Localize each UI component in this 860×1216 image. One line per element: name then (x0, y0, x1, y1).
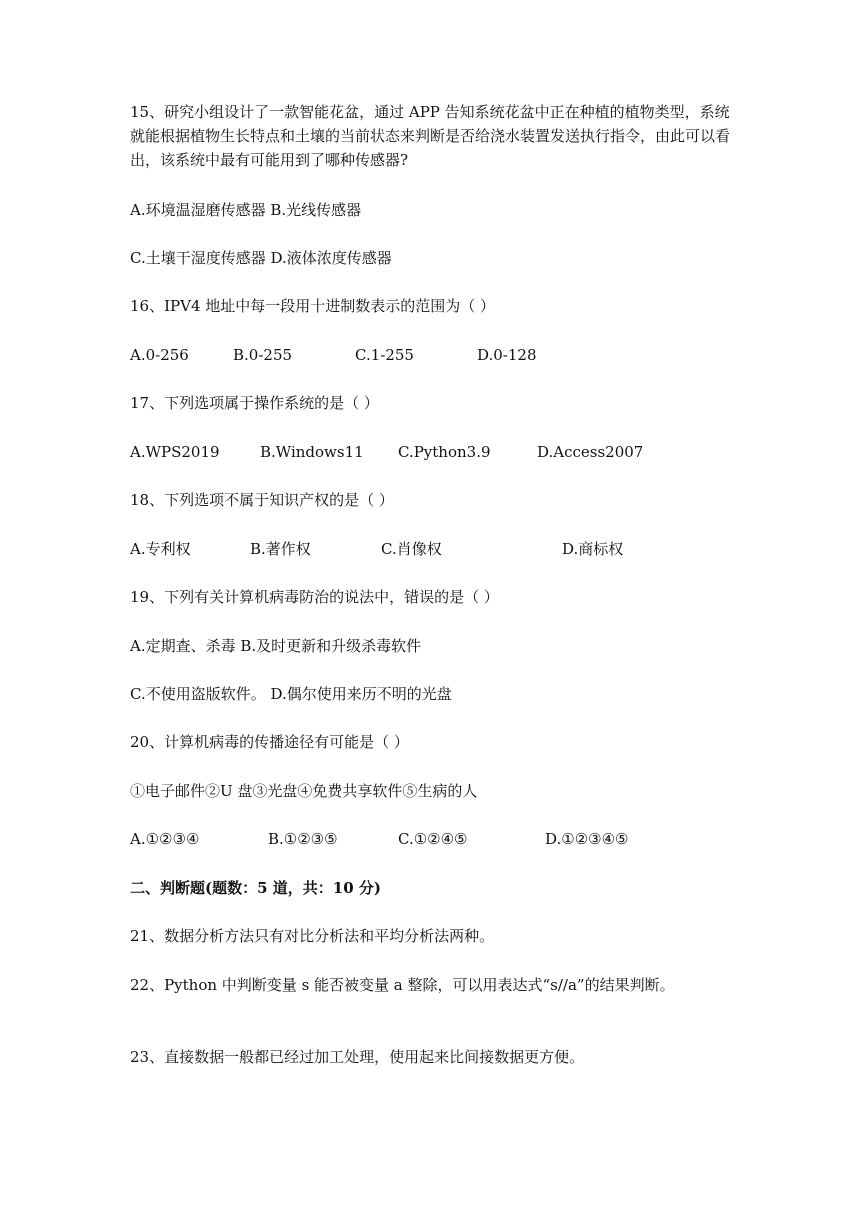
question-18-option-b: B.著作权 (250, 540, 311, 558)
question-22-stem: 22、Python 中判断变量 s 能否被变量 a 整除，可以用表达式“s//a”的结果判断。 (130, 976, 675, 994)
question-21-stem: 21、数据分析方法只有对比分析法和平均分析法两种。 (130, 927, 495, 945)
question-18-option-c: C.肖像权 (381, 540, 442, 558)
question-15-stem: 15、研究小组设计了一款智能花盆，通过 APP 告知系统花盆中正在种植的植物类型，系统就能根据植物生长特点和土壤的当前状态来判断是否给浇水装置发送执行指令，由此可以看出，该系统中最有可能用到了哪种传感器? (130, 103, 731, 169)
question-17-stem: 17、下列选项属于操作系统的是（ ） (130, 394, 379, 412)
question-16-stem: 16、IPV4 地址中每一段用十进制数表示的范围为（ ） (130, 297, 496, 315)
question-20-option-d: D.①②③④⑤ (545, 830, 629, 848)
question-23-stem: 23、直接数据一般都已经过加工处理，使用起来比间接数据更方便。 (130, 1048, 585, 1066)
question-19-options-row-1: A.定期查、杀毒 B.及时更新和升级杀毒软件 (130, 637, 422, 655)
question-17-option-c: C.Python3.9 (398, 443, 491, 461)
question-16-option-b: B.0-255 (233, 346, 293, 364)
question-16-option-c: C.1-255 (355, 346, 414, 364)
question-19-stem: 19、下列有关计算机病毒防治的说法中，错误的是（ ） (130, 588, 499, 606)
question-20-stem: 20、计算机病毒的传播途径有可能是（ ） (130, 733, 409, 751)
question-20-option-c: C.①②④⑤ (398, 830, 468, 848)
question-18-stem: 18、下列选项不属于知识产权的是（ ） (130, 491, 394, 509)
question-18-option-d: D.商标权 (562, 540, 624, 558)
question-17-option-a: A.WPS2019 (130, 443, 220, 461)
question-18-option-a: A.专利权 (130, 540, 191, 558)
question-19-options-row-2: C.不使用盗版软件。 D.偶尔使用来历不明的光盘 (130, 685, 452, 703)
question-20-option-b: B.①②③⑤ (268, 830, 338, 848)
section-2-heading: 二、判断题(题数：5 道，共：10 分) (130, 879, 381, 897)
question-15-options-row-1: A.环境温湿磨传感器 B.光线传感器 (130, 201, 362, 219)
question-20-items: ①电子邮件②U 盘③光盘④免费共享软件⑤生病的人 (130, 782, 478, 800)
question-17-option-d: D.Access2007 (537, 443, 644, 461)
question-16-option-d: D.0-128 (477, 346, 537, 364)
question-20-option-a: A.①②③④ (130, 830, 200, 848)
question-15-options-row-2: C.土壤干湿度传感器 D.液体浓度传感器 (130, 249, 392, 267)
question-17-option-b: B.Windows11 (260, 443, 364, 461)
question-16-option-a: A.0-256 (130, 346, 189, 364)
